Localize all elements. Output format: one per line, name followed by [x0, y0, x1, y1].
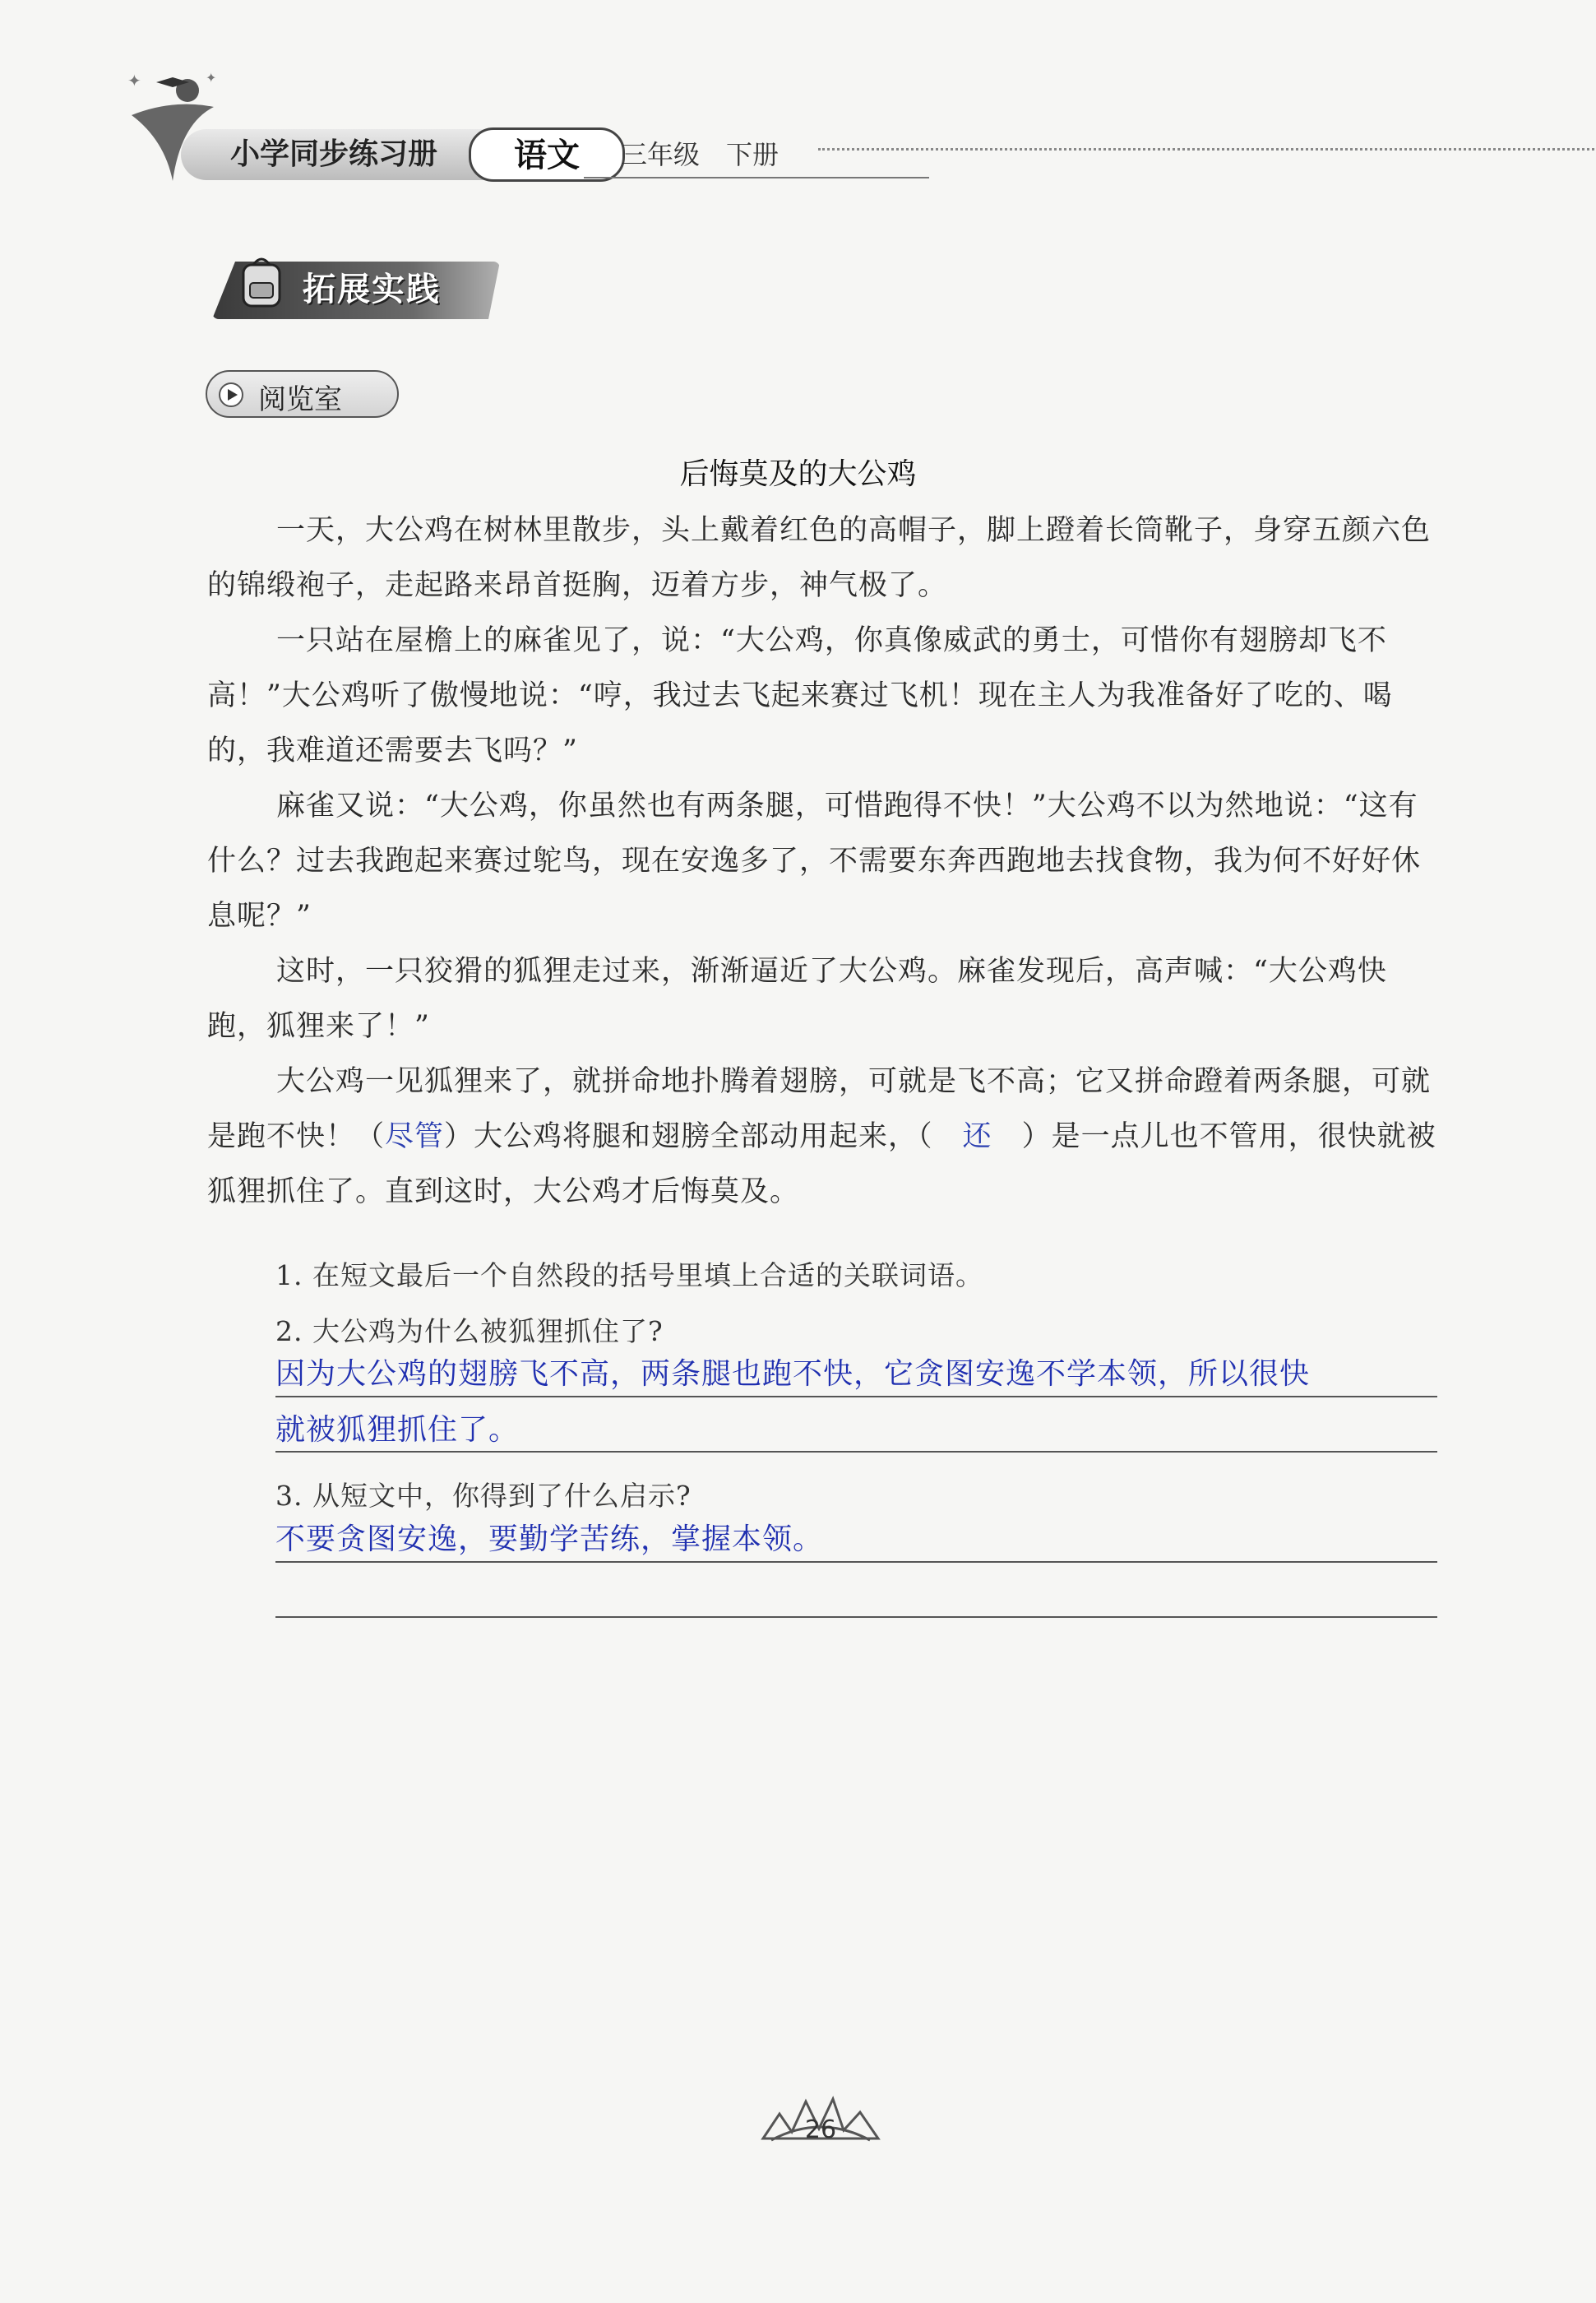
paragraph-2: 一只站在屋檐上的麻雀见了，说：“大公鸡，你真像威武的勇士，可惜你有翅膀却飞不高！”大公鸡听了傲慢地说：“哼，我过去飞起来赛过飞机！现在主人为我准备好了吃的、喝的，我难道还需要去飞吗？” [207, 624, 1393, 767]
play-arrow-icon [219, 382, 243, 407]
page-number-badge [747, 2081, 895, 2155]
backpack-icon [237, 253, 286, 311]
header-underline [584, 177, 929, 178]
section-banner [212, 239, 500, 325]
svg-text:✦: ✦ [206, 70, 217, 86]
answer-2-line-1: 因为大公鸡的翅膀飞不高，两条腿也跑不快，它贪图安逸不学本领，所以很快 [275, 1357, 1311, 1391]
section-title: 拓展实践 [303, 271, 441, 308]
paragraph-5-part-a: 大公鸡一见狐狸来了，就拼命地扑腾着翅膀，可就是飞不高；它又拼命蹬着两条腿，可就是跑不快！（ [207, 1065, 1432, 1153]
answer-3: 不要贪图安逸，要勤学苦练，掌握本领。 [275, 1522, 824, 1556]
subject-badge: 语文 [469, 127, 625, 182]
question-3: 3. 从短文中，你得到了什么启示? [275, 1480, 692, 1512]
paragraph-1: 一天，大公鸡在树林里散步，头上戴着红色的高帽子，脚上蹬着长筒靴子，身穿五颜六色的锦缎袍子，走起路来昂首挺胸，迈着方步，神气极了。 [207, 514, 1432, 602]
answer-line [275, 1396, 1437, 1397]
answer-line [275, 1616, 1437, 1618]
question-2: 2. 大公鸡为什么被狐狸抓住了? [275, 1315, 664, 1347]
answer-line [275, 1451, 1437, 1453]
paragraph-4: 这时，一只狡猾的狐狸走过来，渐渐逼近了大公鸡。麻雀发现后，高声喊：“大公鸡快跑，狐狸来了！” [207, 955, 1387, 1043]
grade-label: 三年级 下册 [621, 139, 779, 170]
header-dotted-line [818, 148, 1596, 151]
reading-room-text: 阅览室 [258, 383, 342, 416]
paragraph-5 [207, 1054, 1441, 1220]
fill-answer-2: 还 [962, 1120, 992, 1153]
fill-answer-1: 尽管 [385, 1120, 445, 1153]
paragraph-5-part-b: ）大公鸡将腿和翅膀全部动用起来，（ [444, 1120, 963, 1153]
answer-line [275, 1561, 1437, 1563]
answer-2-line-2: 就被狐狸抓住了。 [275, 1413, 520, 1447]
svg-text:✦: ✦ [127, 71, 141, 90]
page-number: 26 [804, 2115, 837, 2144]
paragraph-5-part-c: ）是一点儿也不管用，很快就被狐狸抓住了。直到这时，大公鸡才后悔莫及。 [207, 1120, 1436, 1208]
question-1: 1. 在短文最后一个自然段的括号里填上合适的关联词语。 [275, 1259, 983, 1291]
article-title: 后悔莫及的大公鸡 [679, 457, 917, 491]
book-title: 小学同步练习册 [181, 129, 584, 180]
reading-room-label [206, 370, 399, 418]
paragraph-3: 麻雀又说：“大公鸡，你虽然也有两条腿，可惜跑得不快！”大公鸡不以为然地说：“这有什么？过去我跑起来赛过鸵鸟，现在安逸多了，不需要东奔西跑地去找食物，我为何不好好休息呢？” [207, 790, 1422, 933]
page-header [123, 62, 1439, 193]
